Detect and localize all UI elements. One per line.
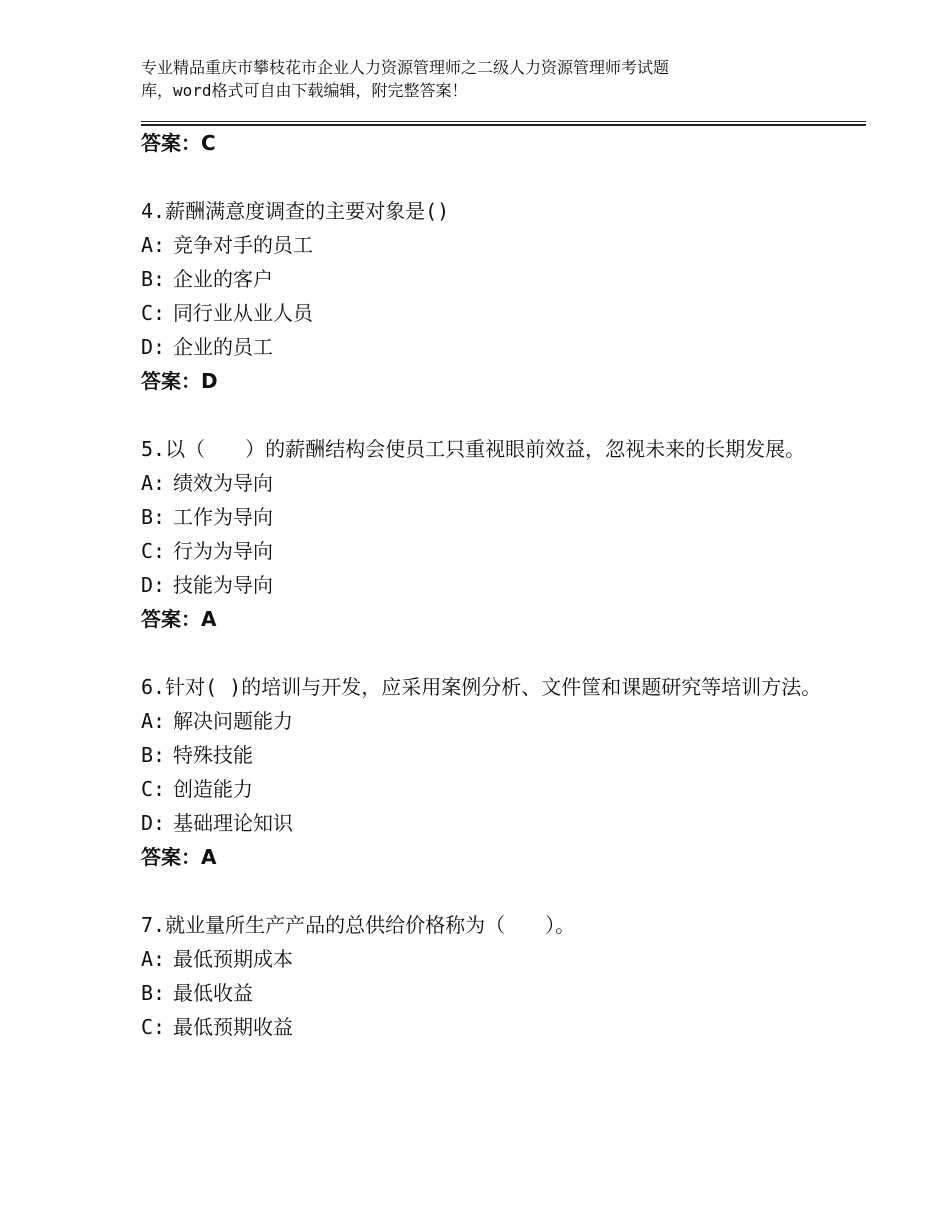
option-label: C: [141,777,166,801]
question-block [141,194,841,398]
question-stem: 5.以（ ）的薪酬结构会使员工只重视眼前效益，忽视未来的长期发展。 [141,437,806,461]
question-block [141,432,841,636]
question-block [141,670,841,874]
option-label: A: [141,947,166,971]
option-label: A: [141,709,166,733]
option-item [141,296,841,330]
option-text: 企业的员工 [173,335,273,359]
option-item [141,942,841,976]
option-item [141,568,841,602]
question-stem: 4.薪酬满意度调查的主要对象是() [141,199,450,223]
option-item [141,772,841,806]
option-text: 基础理论知识 [173,811,293,835]
option-label: B: [141,267,166,291]
option-label: D: [141,811,166,835]
answer-label: 答案：A [141,607,217,631]
option-label: D: [141,335,166,359]
option-item [141,534,841,568]
option-text: 行为为导向 [173,539,273,563]
header-rule-thin [141,121,866,122]
option-label: D: [141,573,166,597]
header-line-2: 库，word格式可自由下载编辑，附完整答案！ [141,81,468,100]
option-item [141,262,841,296]
option-label: A: [141,233,166,257]
option-label: A: [141,471,166,495]
option-item [141,466,841,500]
question-list [141,194,841,1044]
option-item [141,1010,841,1044]
option-text: 绩效为导向 [173,471,273,495]
question-stem: 7.就业量所生产产品的总供给价格称为（ ）。 [141,913,576,937]
option-text: 特殊技能 [173,743,253,767]
option-item [141,330,841,364]
answer-label: 答案：A [141,845,217,869]
answer-label: 答案：D [141,369,218,393]
answer-label: 答案：C [141,131,216,155]
option-item [141,806,841,840]
option-item [141,976,841,1010]
option-item [141,738,841,772]
option-label: B: [141,743,166,767]
option-label: B: [141,981,166,1005]
option-text: 企业的客户 [173,267,273,291]
option-text: 最低收益 [173,981,253,1005]
option-text: 解决问题能力 [173,709,293,733]
option-item [141,704,841,738]
option-label: C: [141,301,166,325]
option-label: C: [141,539,166,563]
option-text: 创造能力 [173,777,253,801]
document-header [141,56,801,102]
document-body [141,126,841,1044]
option-text: 工作为导向 [173,505,273,529]
option-text: 竞争对手的员工 [173,233,313,257]
option-text: 技能为导向 [173,573,273,597]
option-item [141,228,841,262]
header-line-1: 专业精品重庆市攀枝花市企业人力资源管理师之二级人力资源管理师考试题 [141,58,670,77]
question-block [141,908,841,1044]
option-text: 最低预期成本 [173,947,293,971]
option-label: C: [141,1015,166,1039]
option-item [141,500,841,534]
question-stem: 6.针对( )的培训与开发，应采用案例分析、文件筐和课题研究等培训方法。 [141,675,822,699]
option-text: 最低预期收益 [173,1015,293,1039]
option-text: 同行业从业人员 [173,301,313,325]
option-label: B: [141,505,166,529]
